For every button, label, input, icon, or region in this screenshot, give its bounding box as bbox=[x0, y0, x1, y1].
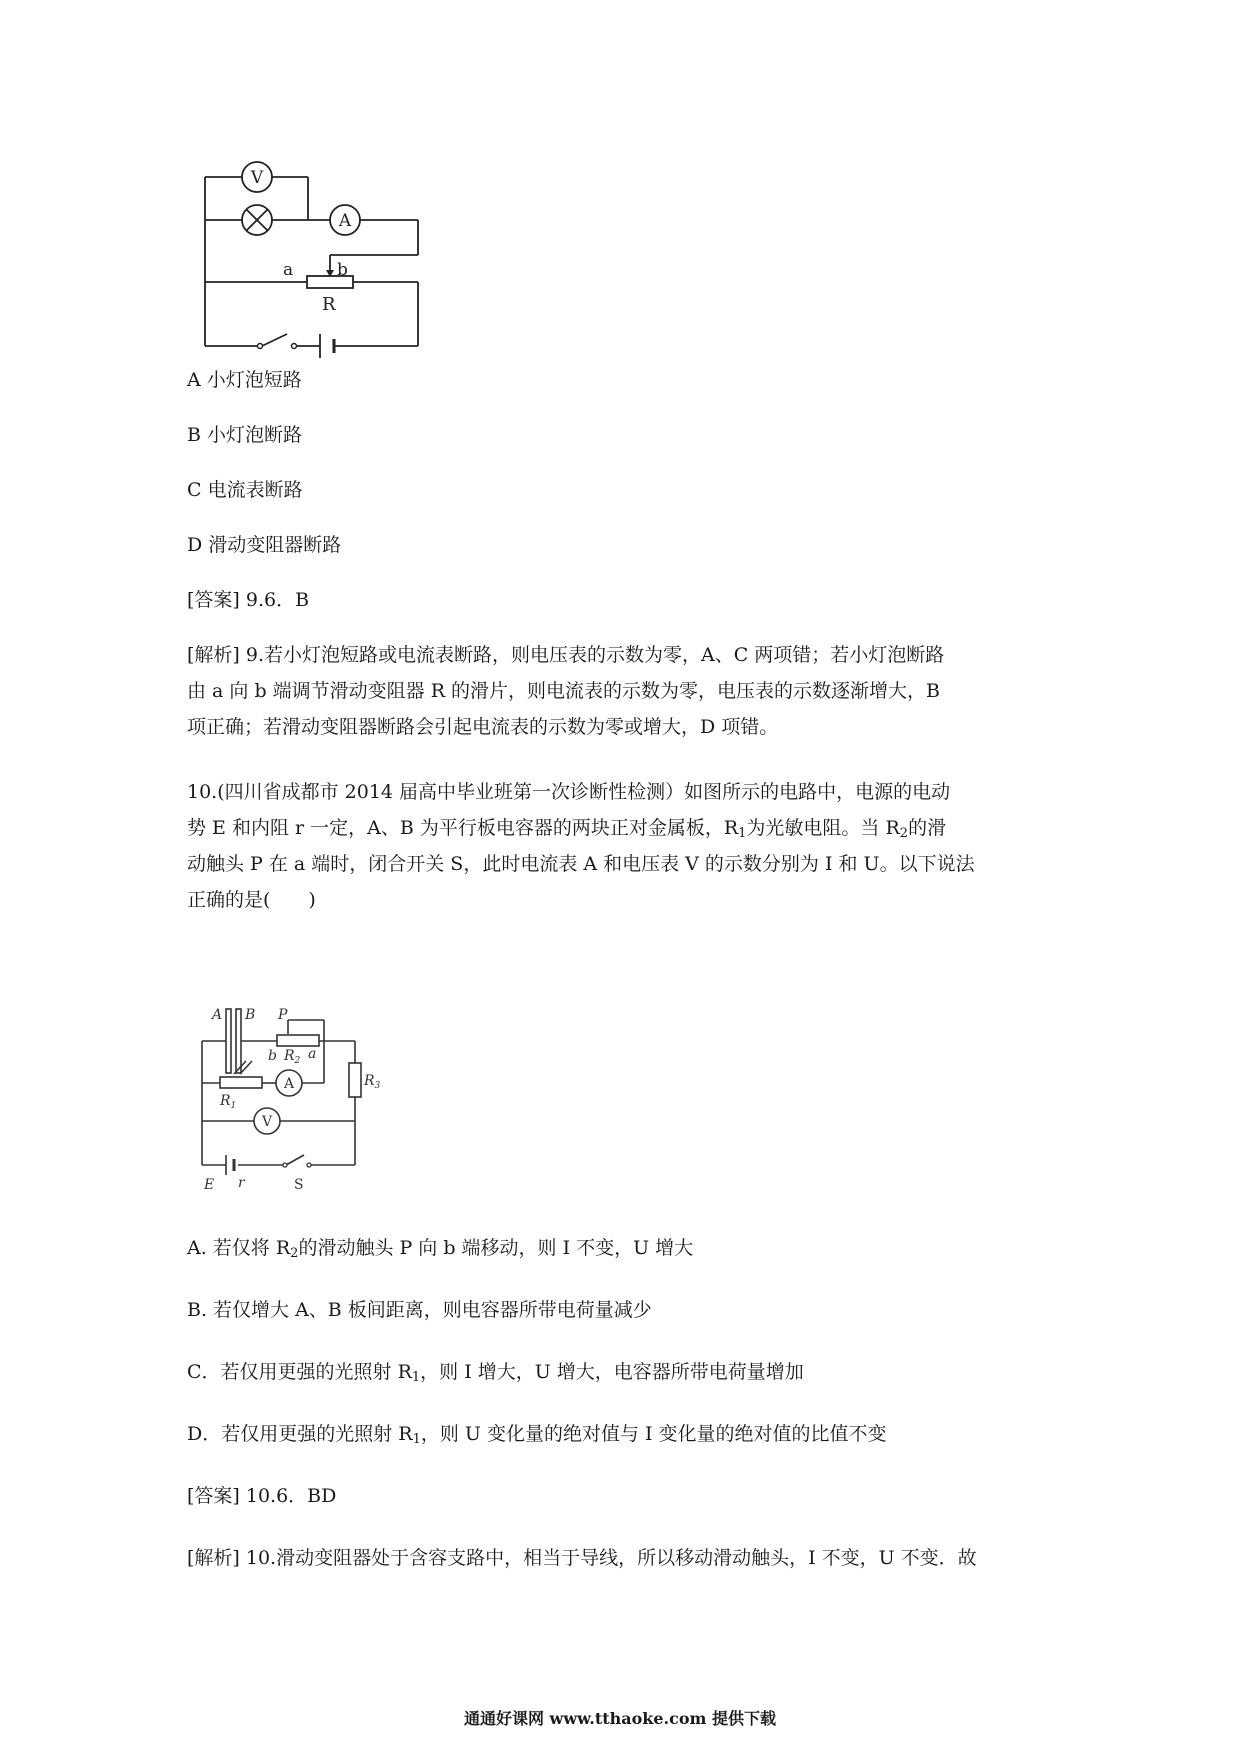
page-footer: 通通好课网 www.tthaoke.com 提供下载 bbox=[463, 1709, 777, 1728]
q9-option-d: D 滑动变阻器断路 bbox=[187, 534, 342, 556]
r3-label: $R_3$ bbox=[364, 1073, 381, 1091]
ammeter-label: A bbox=[338, 211, 352, 231]
circuit-diagram-2 bbox=[190, 997, 420, 1197]
q10-stem-line-2: 势 E 和内阻 r 一定，A、B 为平行板电容器的两块正对金属板，$R_1$为光敏电阻。当 $R_2$的滑 bbox=[187, 817, 947, 841]
terminal-b-label: b bbox=[337, 260, 348, 280]
q10-stem bbox=[187, 774, 1067, 918]
internal-r-label: r bbox=[238, 1175, 245, 1191]
q9-option-c: C 电流表断路 bbox=[187, 479, 303, 501]
q9-analysis-line-2: 由 a 向 b 端调节滑动变阻器 R 的滑片，则电流表的示数为零，电压表的示数逐渐增大，B bbox=[187, 680, 940, 702]
r2-terminal-b-label: b bbox=[268, 1048, 277, 1064]
emf-e-label: E bbox=[204, 1177, 215, 1193]
rheostat-label: R bbox=[322, 294, 336, 315]
q10-answer: [答案] 10.6．BD bbox=[187, 1485, 337, 1507]
q10-analysis: [解析] 10.滑动变阻器处于含容支路中，相当于导线，所以移动滑动触头，I 不变，U 不变．故 bbox=[187, 1547, 977, 1569]
voltmeter-label-2: V bbox=[261, 1114, 273, 1130]
slider-p-label: P bbox=[278, 1007, 288, 1023]
q10-option-c: C．若仅用更强的光照射 $R_1$，则 I 增大，U 增大，电容器所带电荷量增加 bbox=[187, 1361, 804, 1385]
voltmeter-label: V bbox=[250, 168, 264, 188]
q9-analysis-line-1: [解析] 9.若小灯泡短路或电流表断路，则电压表的示数为零，A、C 两项错；若小灯泡断路 bbox=[187, 644, 945, 666]
q10-option-b: B. 若仅增大 A、B 板间距离，则电容器所带电荷量减少 bbox=[187, 1299, 652, 1321]
q9-option-b: B 小灯泡断路 bbox=[187, 424, 303, 446]
plate-b-label: B bbox=[245, 1007, 256, 1023]
circuit-diagram-1 bbox=[190, 150, 430, 370]
q9-analysis-line-3: 项正确；若滑动变阻器断路会引起电流表的示数为零或增大，D 项错。 bbox=[187, 716, 779, 738]
q9-answer: [答案] 9.6．B bbox=[187, 589, 310, 611]
switch-s-label: S bbox=[294, 1177, 304, 1193]
r1-label: $R_1$ bbox=[220, 1093, 237, 1111]
r2-terminal-a-label: a bbox=[308, 1046, 317, 1062]
q10-stem-line-4: 正确的是( ) bbox=[187, 889, 316, 911]
q9-analysis bbox=[187, 637, 1067, 745]
terminal-a-label: a bbox=[283, 260, 294, 280]
r2-label: $R_2$ bbox=[284, 1048, 301, 1066]
q10-stem-line-1: 10.(四川省成都市 2014 届高中毕业班第一次诊断性检测）如图所示的电路中，电源的电动 bbox=[187, 781, 951, 803]
q9-option-a: A 小灯泡短路 bbox=[187, 369, 302, 391]
plate-a-label: A bbox=[212, 1007, 223, 1023]
ammeter-label-2: A bbox=[283, 1076, 295, 1092]
q10-stem-line-3: 动触头 P 在 a 端时，闭合开关 S，此时电流表 A 和电压表 V 的示数分别为 I 和 U。以下说法 bbox=[187, 853, 975, 875]
q10-option-a: A. 若仅将 $R_2$的滑动触头 P 向 b 端移动，则 I 不变，U 增大 bbox=[187, 1237, 694, 1261]
q10-option-d: D．若仅用更强的光照射 $R_1$，则 U 变化量的绝对值与 I 变化量的绝对值的比值不变 bbox=[187, 1423, 887, 1447]
